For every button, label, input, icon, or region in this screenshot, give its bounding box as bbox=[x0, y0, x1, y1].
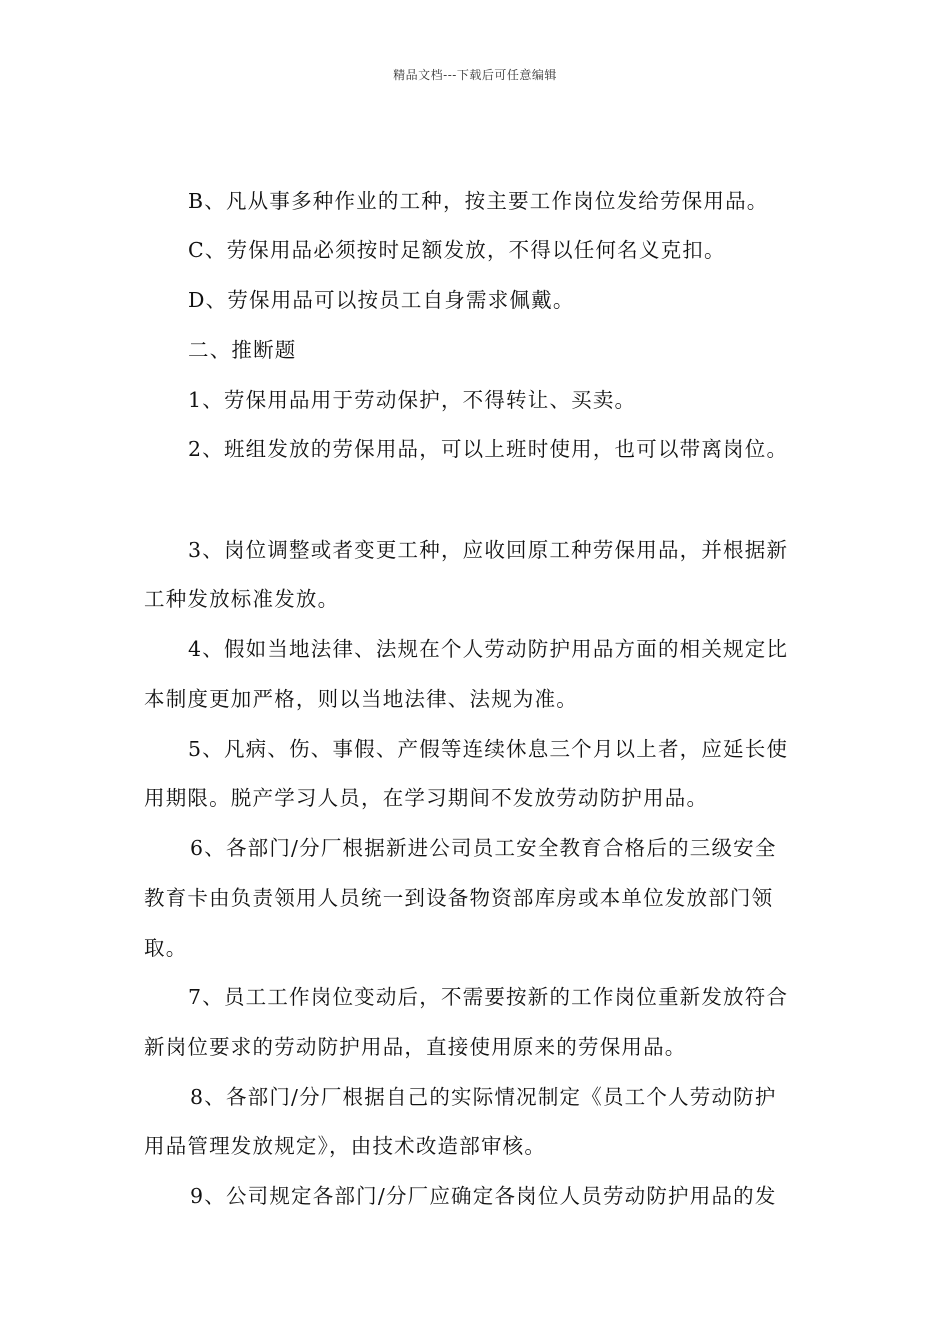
text-line-option-d: D、劳保用品可以按员工自身需求佩戴。 bbox=[188, 288, 575, 312]
text-line-item-4-cont: 本制度更加严格，则以当地法律、法规为准。 bbox=[144, 687, 578, 711]
text-line-item-1: 1、劳保用品用于劳动保护，不得转让、买卖。 bbox=[188, 388, 637, 412]
text-line-item-6-cont2: 取。 bbox=[144, 936, 188, 960]
text-line-item-8-cont: 用品管理发放规定》，由技术改造部审核。 bbox=[144, 1134, 547, 1158]
text-line-item-6-cont: 教育卡由负责领用人员统一到设备物资部库房或本单位发放部门领 bbox=[144, 886, 774, 910]
text-line-item-5: 5、凡病、伤、事假、产假等连续休息三个月以上者，应延长使 bbox=[188, 737, 789, 761]
text-line-item-3: 3、岗位调整或者变更工种，应收回原工种劳保用品，并根据新 bbox=[188, 538, 789, 562]
page-header: 精品文档---下载后可任意编辑 bbox=[393, 68, 557, 82]
text-line-item-3-cont: 工种发放标准发放。 bbox=[144, 587, 340, 611]
text-line-item-8: 8、各部门/分厂根据自己的实际情况制定《员工个人劳动防护 bbox=[190, 1085, 777, 1109]
text-line-item-5-cont: 用期限。脱产学习人员，在学习期间不发放劳动防护用品。 bbox=[144, 786, 709, 810]
text-line-option-b: B、凡从事多种作业的工种，按主要工作岗位发给劳保用品。 bbox=[188, 189, 769, 213]
text-line-item-4: 4、假如当地法律、法规在个人劳动防护用品方面的相关规定比 bbox=[188, 637, 789, 661]
text-line-option-c: C、劳保用品必须按时足额发放，不得以任何名义克扣。 bbox=[188, 238, 726, 262]
text-line-item-7: 7、员工工作岗位变动后，不需要按新的工作岗位重新发放符合 bbox=[188, 985, 789, 1009]
text-line-item-2: 2、班组发放的劳保用品，可以上班时使用，也可以带离岗位。 bbox=[188, 437, 789, 461]
section-heading: 二、推断题 bbox=[188, 338, 297, 362]
text-line-item-9: 9、公司规定各部门/分厂应确定各岗位人员劳动防护用品的发 bbox=[190, 1184, 777, 1208]
text-line-item-6: 6、各部门/分厂根据新进公司员工安全教育合格后的三级安全 bbox=[190, 836, 777, 860]
text-line-item-7-cont: 新岗位要求的劳动防护用品，直接使用原来的劳保用品。 bbox=[144, 1035, 687, 1059]
